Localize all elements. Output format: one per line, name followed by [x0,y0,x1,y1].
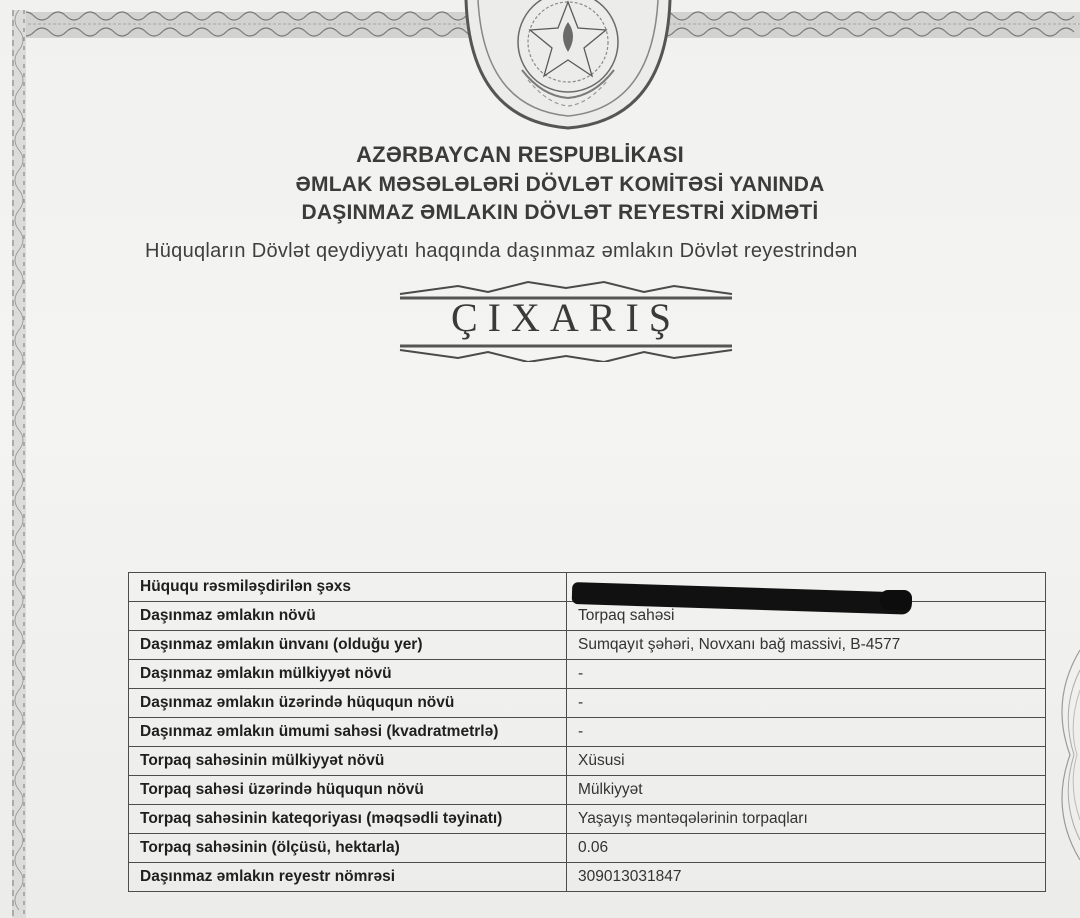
registry-table [128,572,1046,892]
header-registry-service: DAŞINMAZ ƏMLAKIN DÖVLƏT REYESTRİ XİDMƏTİ [301,201,819,224]
document-title: ÇIXARIŞ [450,295,682,340]
row-label: Torpaq sahəsinin mülkiyyət növü [129,747,567,776]
row-value: Mülkiyyət [567,776,1046,805]
table-row [129,689,1046,718]
row-value: Yaşayış məntəqələrinin torpaqları [567,805,1046,834]
redaction-marker-tip [880,590,912,610]
document-title-banner [398,276,734,362]
table-row [129,660,1046,689]
header-committee: ƏMLAK MƏSƏLƏLƏRİ DÖVLƏT KOMİTƏSİ YANINDA [295,173,825,196]
row-label: Daşınmaz əmlakın reyestr nömrəsi [129,863,567,892]
table-row [129,747,1046,776]
table-row [129,776,1046,805]
row-label: Torpaq sahəsinin kateqoriyası (məqsədli təyinatı) [129,805,567,834]
row-value: - [567,689,1046,718]
header-republic: AZƏRBAYCAN RESPUBLİKASI [356,142,684,167]
row-label: Daşınmaz əmlakın mülkiyyət növü [129,660,567,689]
table-row [129,631,1046,660]
row-value: 0.06 [567,834,1046,863]
row-label: Torpaq sahəsi üzərində hüququn növü [129,776,567,805]
row-label: Daşınmaz əmlakın üzərində hüququn növü [129,689,567,718]
right-ornamental-border [1040,640,1080,870]
document-subtitle: Hüquqların Dövlət qeydiyyatı haqqında daşınmaz əmlakın Dövlət reyestrindən [145,240,858,262]
table-row [129,834,1046,863]
row-value: - [567,718,1046,747]
table-row [129,805,1046,834]
state-emblem-seal [462,0,674,132]
row-label: Daşınmaz əmlakın ünvanı (olduğu yer) [129,631,567,660]
row-value: 309013031847 [567,863,1046,892]
row-value: - [567,660,1046,689]
table-row [129,718,1046,747]
row-label: Hüququ rəsmiləşdirilən şəxs [129,573,567,602]
row-label: Torpaq sahəsinin (ölçüsü, hektarla) [129,834,567,863]
row-label: Daşınmaz əmlakın növü [129,602,567,631]
row-value: Sumqayıt şəhəri, Novxanı bağ massivi, B-4577 [567,631,1046,660]
row-value: Xüsusi [567,747,1046,776]
row-label: Daşınmaz əmlakın ümumi sahəsi (kvadratmetrlə) [129,718,567,747]
row-value: Torpaq sahəsi [567,602,1046,631]
table-row [129,863,1046,892]
